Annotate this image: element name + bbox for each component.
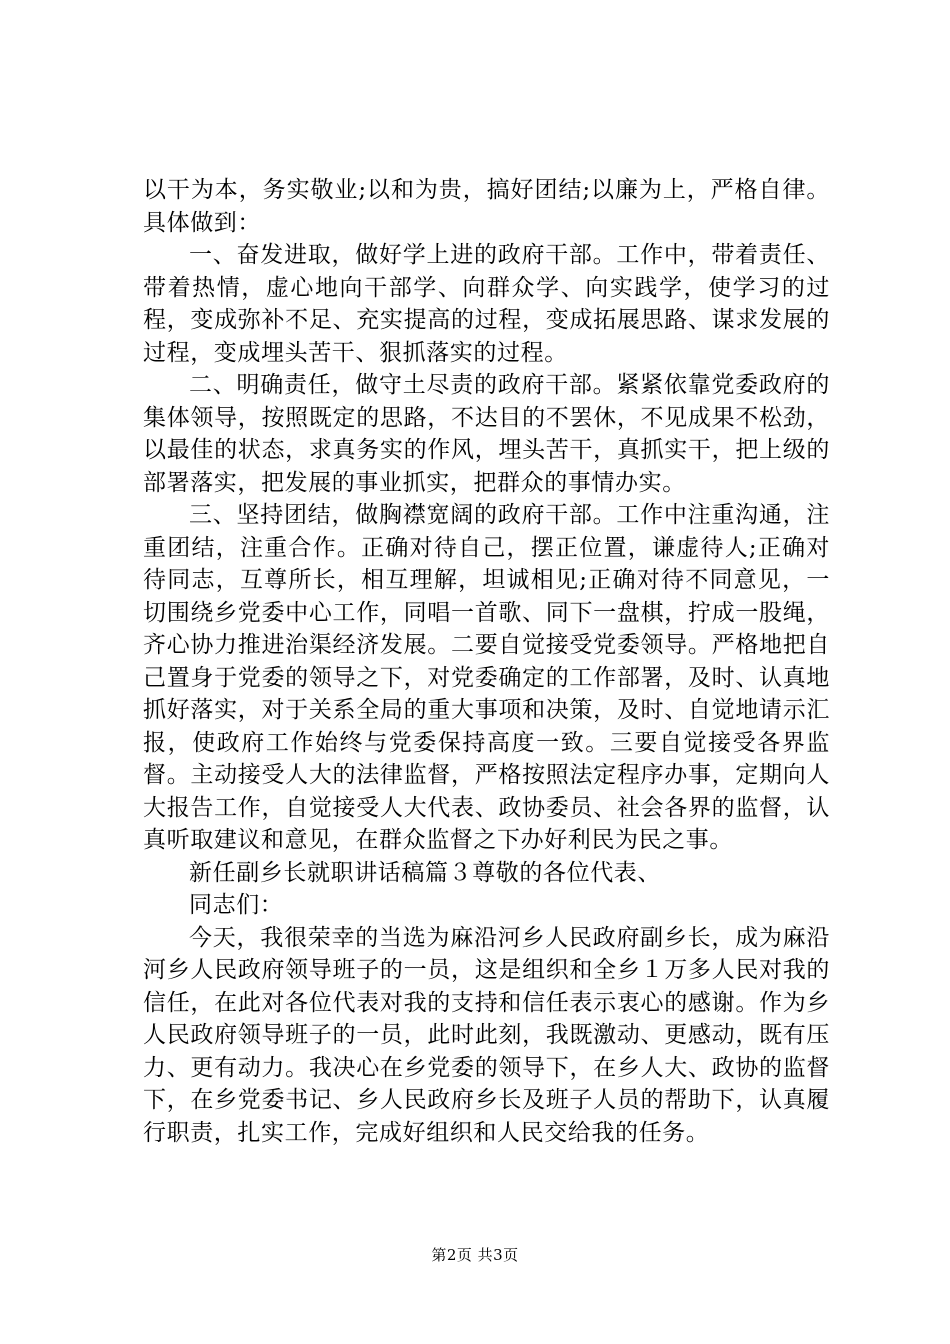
paragraph-point-one: 一、奋发进取，做好学上进的政府干部。工作中，带着责任、带着热情，虚心地向干部学、向群众学、向实践学，使学习的过程，变成弥补不足、充实提高的过程，变成拓展思路、谋求发展的过程，变成埋头苦干、狠抓落实的过程。 — [143, 242, 830, 366]
paragraph-point-two: 二、明确责任，做守土尽责的政府干部。紧紧依靠党委政府的集体领导，按照既定的思路，不达目的不罢休，不见成果不松劲，以最佳的状态，求真务实的作风，埋头苦干，真抓实干，把上级的部署落实，把发展的事业抓实，把群众的事情办实。 — [143, 372, 830, 496]
paragraph-speech-opening: 今天，我很荣幸的当选为麻沿河乡人民政府副乡长，成为麻沿河乡人民政府领导班子的一员，这是组织和全乡１万多人民对我的信任，在此对各位代表对我的支持和信任表示衷心的感谢。作为乡人民政府领导班子的一员，此时此刻，我既激动、更感动，既有压力、更有动力。我决心在乡党委的领导下，在乡人大、政协的监督下，在乡党委书记、乡人民政府乡长及班子人员的帮助下，认真履行职责，扎实工作，完成好组织和人民交给我的任务。 — [143, 924, 830, 1146]
document-body — [143, 174, 830, 1149]
paragraph-section-title: 新任副乡长就职讲话稿篇３尊敬的各位代表、 — [189, 859, 661, 886]
page-footer: 第2页 共3页 — [431, 1246, 519, 1264]
paragraph-intro: 以干为本，务实敬业;以和为贵，搞好团结;以廉为上，严格自律。具体做到： — [143, 177, 830, 236]
paragraph-point-three: 三、坚持团结，做胸襟宽阔的政府干部。工作中注重沟通，注重团结，注重合作。正确对待自己，摆正位置，谦虚待人;正确对待同志，互尊所长，相互理解，坦诚相见;正确对待不同意见，一切围绕乡党委中心工作，同唱一首歌、同下一盘棋，拧成一股绳，齐心协力推进治渠经济发展。二要自觉接受党委领导。严格地把自己置身于党委的领导之下，对党委确定的工作部署，及时、认真地抓好落实，对于关系全局的重大事项和决策，及时、自觉地请示汇报，使政府工作始终与党委保持高度一致。三要自觉接受各界监督。主动接受人大的法律监督，严格按照法定程序办事，定期向人大报告工作，自觉接受人大代表、政协委员、社会各界的监督，认真听取建议和意见，在群众监督之下办好利民为民之事。 — [143, 502, 830, 853]
paragraph-salutation: 同志们： — [189, 892, 284, 918]
